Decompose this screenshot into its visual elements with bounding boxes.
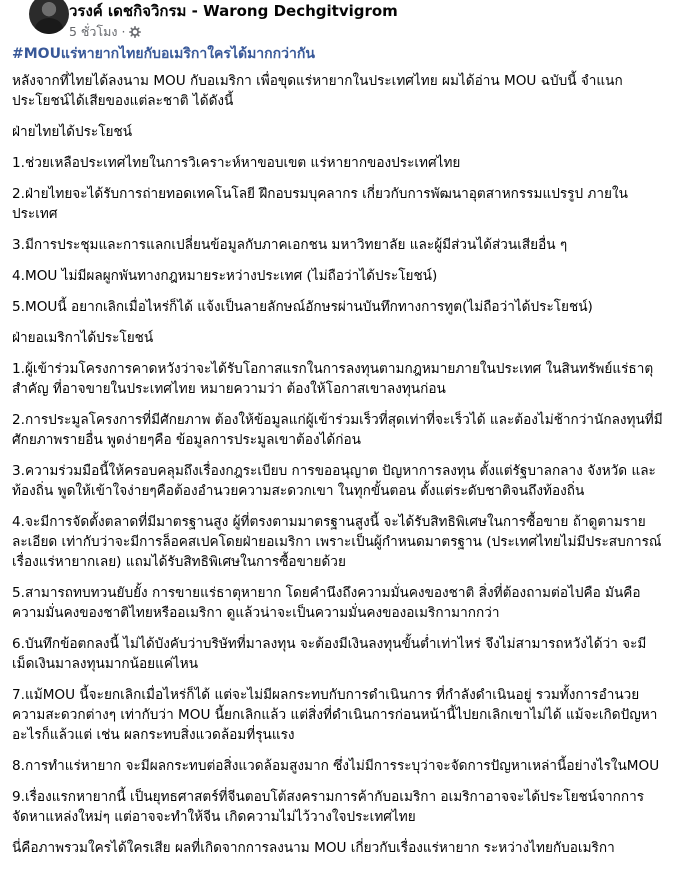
post-paragraph: ฝ่ายอเมริกาได้ประโยชน์ — [12, 330, 154, 346]
post-paragraph: 9.เรื่องแรกหายากนี้ เป็นยุทธศาสตร์ที่จีนตอบโต้สงครามการค้ากับอเมริกา อเมริกาอาจจะได้ประโยชน์จากการจัดหาแหล่งใหม่ๆ แต่อาจจะทำให้จีน เกิดความไม่ไว้วางใจประเทศไทย — [12, 789, 645, 825]
author-block — [69, 2, 398, 40]
post-paragraph: ฝ่ายไทยได้ประโยชน์ — [12, 124, 133, 140]
meta-separator: · — [121, 24, 126, 39]
post-content — [12, 44, 667, 869]
post-paragraph: 3.มีการประชุมและการแลกเปลี่ยนข้อมูลกับภาคเอกชน มหาวิทยาลัย และผู้มีส่วนได้ส่วนเสียอื่น ๆ — [12, 237, 568, 253]
post-paragraph: 2.ฝ่ายไทยจะได้รับการถ่ายทอดเทคโนโลยี ฝึกอบรมบุคลากร เกี่ยวกับการพัฒนาอุตสาหกรรมแปรรูป ภายในประเทศ — [12, 186, 628, 222]
post-paragraph: 4.จะมีการจัดตั้งตลาดที่มีมาตรฐานสูง ผู้ที่ตรงตามมาตรฐานสูงนี้ จะได้รับสิทธิพิเศษในการซื้อขาย ถ้าดูตามรายละเอียด เท่ากับว่าจะมีการล็อคสเปคโดยฝ่ายอเมริกา เพราะเป็นผู้กำหนดมาตรฐาน (ประเทศไทยไม่มีประสบการณ์เรื่องแร่หายากเลย) แถมได้รับสิทธิพิเศษในการซื้อขายด้วย — [12, 514, 662, 570]
post-paragraph: 5.MOUนี้ อยากเลิกเมื่อไหร่ก็ได้ แจ้งเป็นลายลักษณ์อักษรผ่านบันทึกทางการทูต(ไม่ถือว่าได้ประโยชน์) — [12, 299, 593, 315]
hashtag-link[interactable]: #MOUแร่หายากไทยกับอเมริกาใครได้มากกว่ากัน — [12, 46, 315, 62]
post-header — [12, 0, 667, 44]
post-paragraph: 1.ช่วยเหลือประเทศไทยในการวิเคราะห์หาขอบเขต แร่หายากของประเทศไทย — [12, 155, 461, 171]
post-paragraph: 8.การทำแร่หายาก จะมีผลกระทบต่อสิ่งแวดล้อมสูงมาก ซึ่งไม่มีการระบุว่าจะจัดการปัญหาเหล่านี้อย่างไรในMOU — [12, 758, 660, 774]
post-paragraph: 7.แม้MOU นี้จะยกเลิกเมื่อไหร่ก็ได้ แต่จะไม่มีผลกระทบกับการดำเนินการ ที่กำลังดำเนินอยู่ รวมทั้งการอำนวยความสะดวกต่างๆ เท่ากับว่า MOU นี้ยกเลิกแล้ว แต่สิ่งที่ดำเนินการก่อนหน้านี้ไปยกเลิกเขาไม่ได้ แม้จะเกิดปัญหาอะไรก็แล้วแต่ เช่น ผลกระทบสิ่งแวดล้อมที่รุนแรง — [12, 687, 658, 743]
gear-icon[interactable] — [129, 26, 141, 38]
post-paragraph: 2.การประมูลโครงการที่มีศักยภาพ ต้องให้ข้อมูลแก่ผู้เข้าร่วมเร็วที่สุดเท่าที่จะเร็วได้ และต้องไม่ช้ากว่านักลงทุนที่มีศักยภาพรายอื่น พูดง่ายๆคือ ข้อมูลการประมูลเขาต้องได้ก่อน — [12, 412, 663, 448]
post-paragraph: 6.บันทึกข้อตกลงนี้ ไม่ได้บังคับว่าบริษัทที่มาลงทุน จะต้องมีเงินลงทุนขั้นต่ำเท่าไหร่ จึงไม่สามารถหวังได้ว่า จะมีเม็ดเงินมาลงทุนมากน้อยแค่ไหน — [12, 636, 647, 672]
post-paragraph: 1.ผู้เข้าร่วมโครงการคาดหวังว่าจะได้รับโอกาสแรกในการลงทุนตามกฎหมายภายในประเทศ ในสินทรัพย์แร่ธาตุสำคัญ ที่อาจขายในประเทศไทย หมายความว่า ต้องให้โอกาสเขาลงทุนก่อน — [12, 361, 654, 397]
post-paragraph: นี่คือภาพรวมใครได้ใครเสีย ผลที่เกิดจากการลงนาม MOU เกี่ยวกับเรื่องแร่หายาก ระหว่างไทยกับอเมริกา — [12, 840, 615, 856]
post-paragraph: 5.สามารถทบทวนยับยั้ง การขายแร่ธาตุหายาก โดยคำนึงถึงความมั่นคงของชาติ สิ่งที่ต้องถามต่อไปคือ มันคือความมั่นคงของชาติไทยหรืออเมริกา ดูแล้วน่าจะเป็นความมั่นคงของอเมริกามากกว่า — [12, 585, 641, 621]
post-paragraph: 4.MOU ไม่มีผลผูกพันทางกฎหมายระหว่างประเทศ (ไม่ถือว่าได้ประโยชน์) — [12, 268, 438, 284]
post-paragraph: 3.ความร่วมมือนี้ให้ครอบคลุมถึงเรื่องกฎระเบียบ การขออนุญาต ปัญหาการลงทุน ตั้งแต่รัฐบาลกลาง จังหวัด และท้องถิ่น พูดให้เข้าใจง่ายๆคือต้องอำนวยความสะดวกเขา ในทุกขั้นตอน ตั้งแต่ระดับชาติจนถึงท้องถิ่น — [12, 463, 656, 499]
post-paragraph: หลังจากที่ไทยได้ลงนาม MOU กับอเมริกา เพื่อขุดแร่หายากในประเทศไทย ผมได้อ่าน MOU ฉบับนี้ จำแนกประโยชน์ได้เสียของแต่ละชาติ ได้ดังนี้ — [12, 73, 623, 109]
post-time[interactable]: 5 ชั่วโมง — [69, 24, 118, 39]
post-meta — [69, 24, 398, 40]
author-name[interactable]: วรงค์ เดชกิจวิกรม - Warong Dechgitvigrom — [69, 2, 398, 20]
avatar[interactable] — [29, 0, 69, 34]
